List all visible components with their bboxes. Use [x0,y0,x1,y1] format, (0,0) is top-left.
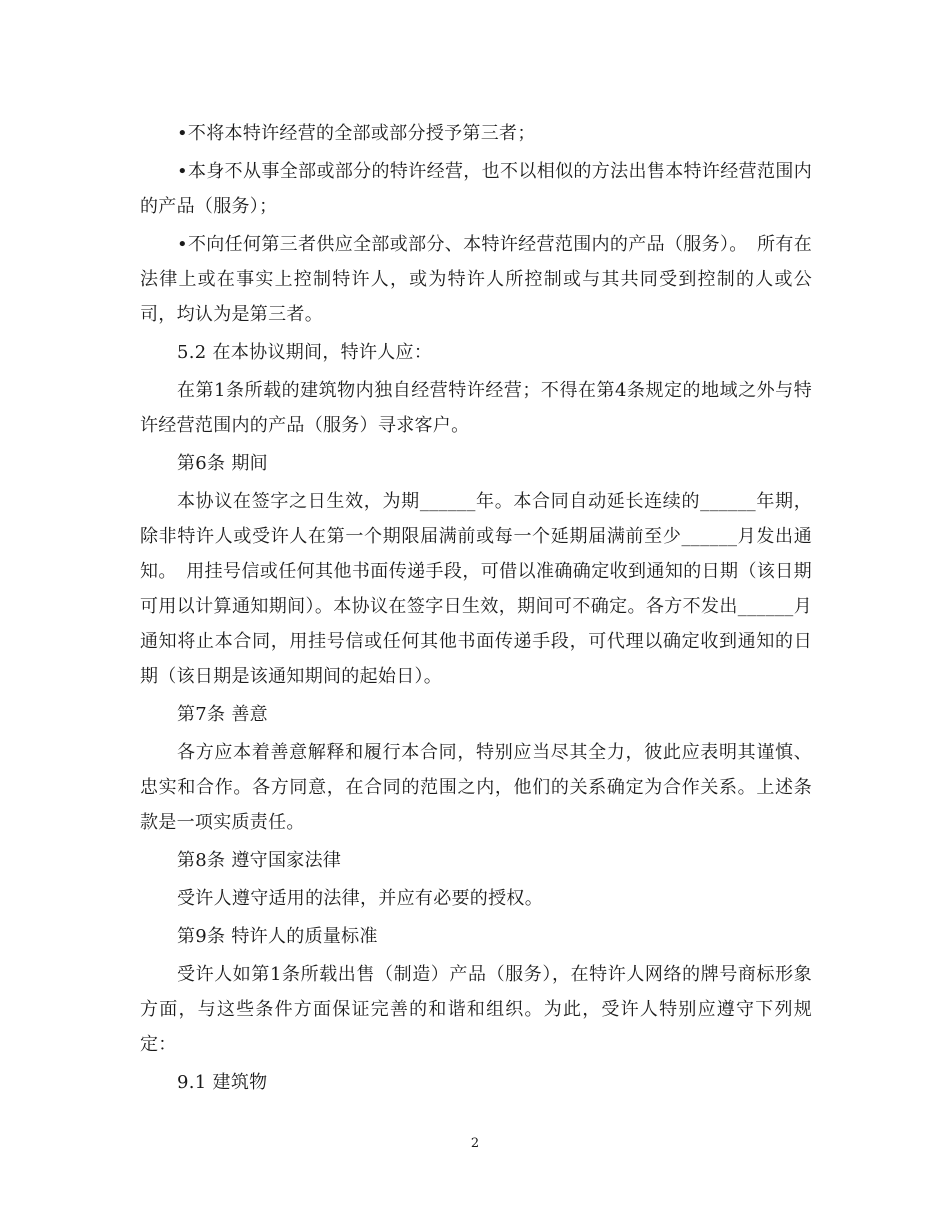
article-6-heading: 第6条 期间 [177,453,268,474]
article-8-heading: 第8条 遵守国家法律 [177,850,342,871]
clause-9-1-heading: 9.1 建筑物 [177,1072,268,1093]
article-9-heading: 第9条 特许人的质量标准 [177,926,378,947]
article-8-body: 受许人遵守适用的法律，并应有必要的授权。 [177,888,543,909]
article-7-heading: 第7条 善意 [177,704,268,725]
clause-5-2-body: 在第1条所载的建筑物内独自经营特许经营；不得在第4条规定的地域之外与特许经营范围内的产品（服务）寻求客户。 [140,380,812,436]
article-9-body: 受许人如第1条所载出售（制造）产品（服务），在特许人网络的牌号商标形象方面，与这些条件方面保证完善的和谐和组织。为此，受许人特别应遵守下列规定： [140,964,812,1055]
clause-5-2-heading: 5.2 在本协议期间，特许人应： [177,342,433,363]
paragraph-bullet-2: •本身不从事全部或部分的特许经营，也不以相似的方法出售本特许经营范围内的产品（服务）； [140,161,812,217]
document-body [140,116,812,1103]
article-7-body: 各方应本着善意解释和履行本合同，特别应当尽其全力，彼此应表明其谨慎、忠实和合作。各方同意，在合同的范围之内，他们的关系确定为合作关系。上述条款是一项实质责任。 [140,742,812,833]
article-6-body: 本协议在签字之日生效，为期______年。本合同自动延长连续的______年期，除非特许人或受许人在第一个期限届满前或每一个延期届满前至少______月发出通知。 用挂号信或任何其他书面传递手段，可借以准确确定收到通知的日期（该日期可用以计算通知期间）。本协议在签字日生效，期间可不确定。各方不发出______月通知将止本合同，用挂号信或任何其他书面传递手段，可代理以确定收到通知的日期（该日期是该通知期间的起始日）。 [140,491,812,687]
paragraph-bullet-3: •不向任何第三者供应全部或部分、本特许经营范围内的产品（服务）。 所有在法律上或在事实上控制特许人，或为特许人所控制或与其共同受到控制的人或公司，均认为是第三者。 [140,234,812,325]
paragraph-bullet-1: •不将本特许经营的全部或部分授予第三者； [177,123,536,144]
page-number: 2 [470,1136,480,1151]
